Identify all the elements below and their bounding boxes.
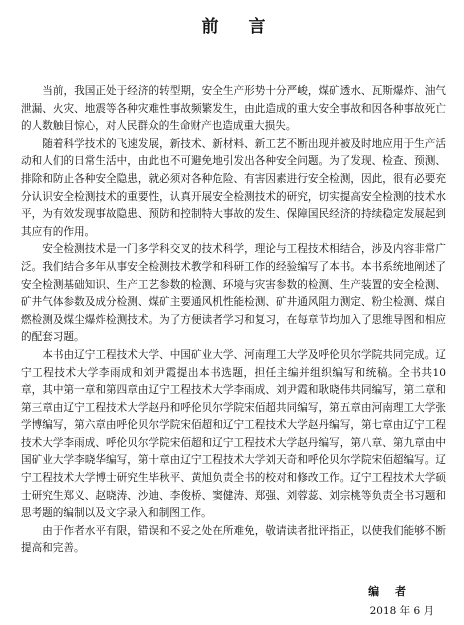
- paragraph-1: 当前，我国正处于经济的转型期，安全生产形势十分严峻，煤矿透水、瓦斯爆炸、油气泄漏、火灾、地震等各种灾难性事故频繁发生，由此造成的重大安全事故和因各种事故死亡的人数触目惊心，对人民群众的生命财产也造成重大损失。: [21, 85, 446, 133]
- paragraph-4: 本书由辽宁工程技术大学、中国矿业大学、河南理工大学及呼伦贝尔学院共同完成。辽宁工程技术大学李雨成和刘尹霞提出本书选题，担任主编并组织编写和统稿。全书共10章，其中第一章和第四章由辽宁工程技术大学李雨成、刘尹霞和耿晓伟共同编写，第二章和第三章由辽宁工程技术大学赵丹和呼伦贝尔学院宋佰超共同编写，第五章由河南理工大学张学博编写，第六章由呼伦贝尔学院宋佰超和辽宁工程技术大学赵丹编写，第七章由辽宁工程技术大学李雨成、呼伦贝尔学院宋佰超和辽宁工程技术大学赵丹编写，第八章、第九章由中国矿业大学李晓华编写，第十章由辽宁工程技术大学刘天奇和呼伦贝尔学院宋佰超编写。辽宁工程技术大学博士研究生毕秋平、黄旭负责全书的校对和修改工作。辽宁工程技术大学硕士研究生郑义、赵晓涛、沙迪、李俊桥、窦健涛、郑强、刘蓉蕊、刘宗桃等负责全书习题和思考题的编制以及文字录入和制图工作。: [21, 348, 446, 520]
- paragraph-3: 安全检测技术是一门多学科交叉的技术科学，理论与工程技术相结合，涉及内容非常广泛。我们结合多年从事安全检测技术教学和科研工作的经验编写了本书。本书系统地阐述了安全检测基础知识、生产工艺参数的检测、环境与灾害参数的检测、生产装置的安全检测、矿井气体参数及成分检测、煤矿主要通风机性能检测、矿井通风阻力测定、粉尘检测、煤自燃检测及煤尘爆炸检测技术。为了方便读者学习和复习，在每章节均加入了思维导图和相应的配套习题。: [21, 243, 446, 344]
- paragraph-2: 随着科学技术的飞速发展，新技术、新材料、新工艺不断出现并被及时地应用于生产活动和人们的日常生活中，由此也不可避免地引发出各种安全问题。为了发现、检查、预测、排除和防止各种安全隐患，就必须对各种危险、有害因素进行安全检测，因此，很有必要充分认识安全检测技术的重要性，认真开展安全检测技术的研究，切实提高安全检测的技术水平，为有效发现事故隐患、预防和控制特大事故的发生、保障国民经济的持续稳定发展起到其应有的作用。: [21, 137, 446, 238]
- author-signature: 编 者: [368, 585, 412, 598]
- date-line: 2018 年 6 月: [369, 605, 434, 617]
- page-title: 前 言: [201, 17, 278, 37]
- paragraph-5: 由于作者水平有限，错误和不妥之处在所难免，敬请读者批评指正，以使我们能够不断提高和完善。: [21, 524, 446, 555]
